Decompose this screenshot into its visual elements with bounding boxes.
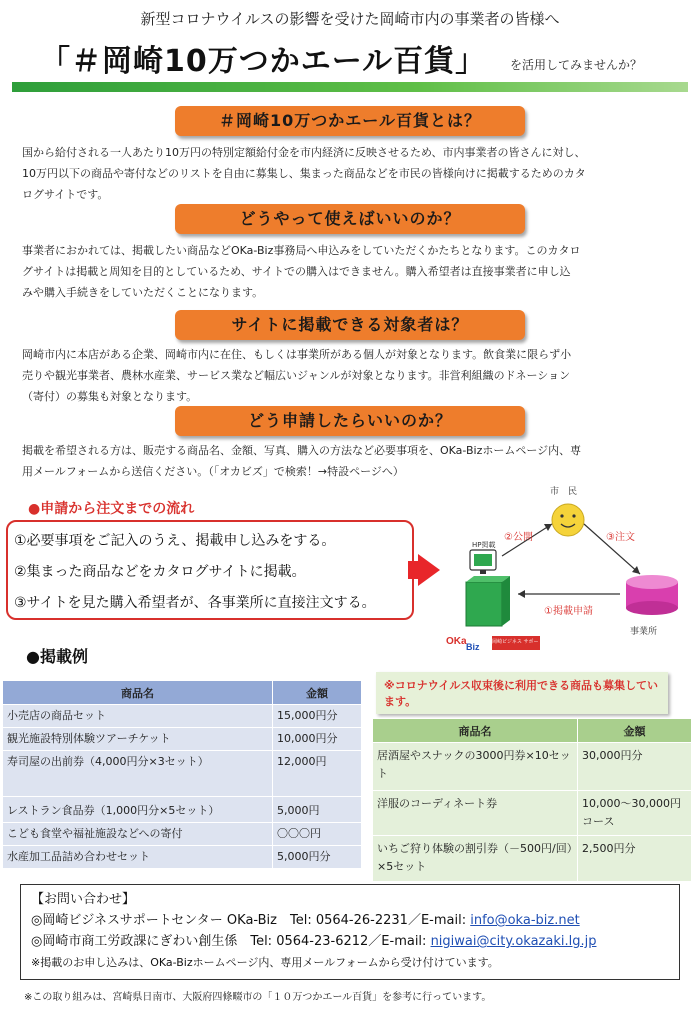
label-citizen: 市 民 [550, 487, 578, 497]
cell-price: 30,000円分 [578, 743, 692, 791]
contact-note: ※掲載のお申し込みは、OKa-Bizホームページ内、専用メールフォームから受け付けています。 [31, 956, 499, 969]
cell-item: レストラン食品券（1,000円分×5セット） [3, 797, 273, 823]
cell-price: 10,000～30,000円コース [578, 791, 692, 836]
cell-item: 居酒屋やスナックの3000円券×10セット [373, 743, 578, 791]
text-line: 事業者におかれては、掲載したい商品などOKa-Biz事務局へ申込みをしていただくかたちとなります。このカタロ [22, 244, 581, 257]
table-row [373, 836, 692, 882]
flow-steps-box [6, 520, 414, 620]
label-business: 事業所 [630, 627, 658, 637]
contact-box [20, 884, 680, 980]
table-row [3, 705, 362, 728]
cell-item: 洋服のコーディネート券 [373, 791, 578, 836]
label-publish: ②公開 [504, 532, 533, 543]
arrow-head-icon [544, 524, 552, 531]
email-link-okabiz[interactable]: info@oka-biz.net [470, 913, 580, 928]
title-row [40, 36, 690, 82]
text-line: 10万円以下の商品や寄付などのリストを自由に募集し、集まった商品などを市民の皆様向けに掲載するためのカタ [22, 167, 586, 180]
page-subtitle: を活用してみませんか？ [510, 58, 643, 72]
flow-diagram [440, 478, 690, 658]
text-line: みや購入手続きをしていただくことになります。 [22, 286, 264, 299]
flow-title: ●申請から注文までの流れ [28, 501, 195, 517]
cell-item: 寿司屋の出前券（4,000円分×3セット） [3, 751, 273, 797]
label-apply: ①掲載申請 [544, 606, 593, 617]
pretitle: 新型コロナウイルスの影響を受けた岡崎市内の事業者の皆様へ [140, 10, 560, 28]
section-heading-apply: どう申請したらいいのか？ [175, 406, 525, 436]
section-text-apply [22, 440, 678, 482]
logo-subtext: 岡崎ビジネス サポートセンター [492, 639, 564, 645]
table-row [373, 791, 692, 836]
text-line: ログサイトです。 [22, 188, 109, 201]
cell-item: こども食堂や福祉施設などへの寄付 [3, 823, 273, 846]
text-line: 掲載を希望される方は、販売する商品名、金額、写真、購入の方法など必要事項を、OKa-Bizホームページ内、専 [22, 444, 582, 457]
text-line: グサイトは掲載と周知を目的としているため、サイトでの購入はできません。購入希望者は直接事業者に申し込 [22, 265, 571, 278]
text-line: （寄付）の募集も対象となります。 [22, 390, 198, 403]
cell-item: 小売店の商品セット [3, 705, 273, 728]
cell-price: 12,000円 [273, 751, 362, 797]
page-title: 「＃岡崎10万つかエール百貨」 [40, 44, 487, 79]
footnote: ※この取り組みは、宮崎県日南市、大阪府四條畷市の「１０万つかエール百貨」を参考に行っています。 [24, 992, 492, 1003]
business-cylinder-icon [626, 575, 678, 615]
table-row [3, 751, 362, 797]
cell-item: 水産加工品詰め合わせセット [3, 846, 273, 869]
cell-item: いちご狩り体験の割引券（－500円/回）×5セット [373, 836, 578, 882]
contact-title: 【お問い合わせ】 [31, 892, 136, 907]
svg-text:OKa: OKa [446, 636, 467, 647]
text-line: 用メールフォームから送信ください。（「オカビズ」で検索！→特設ページへ） [22, 465, 404, 478]
section-heading-usage: どうやって使えばいいのか？ [175, 204, 525, 234]
text-line: 岡崎市内に本店がある企業、岡崎市内に在住、もしくは事業所がある個人が対象となります。飲食業に限らず小 [22, 348, 572, 361]
arrow-head-icon [518, 590, 525, 598]
examples-table-right [372, 718, 692, 882]
examples-title: ●掲載例 [26, 647, 88, 666]
column-header: 商品名 [373, 719, 578, 743]
table-row [3, 728, 362, 751]
green-divider [12, 82, 688, 92]
text-line: 売りや観光事業者、農林水産業、サービス業など幅広いジャンルが対象となります。非営利組織のドネーション [22, 369, 571, 382]
column-header: 金額 [273, 681, 362, 705]
table-header-row [3, 681, 362, 705]
cell-price: 10,000円分 [273, 728, 362, 751]
svg-text:Biz: Biz [466, 642, 480, 652]
section-text-usage [22, 240, 678, 303]
contact-text: ◎岡崎ビジネスサポートセンター OKa-Biz Tel: 0564-26-2231／E-mail: [31, 913, 471, 928]
smiley-face-icon [552, 504, 584, 536]
cell-price: 5,000円 [273, 797, 362, 823]
flow-step-1: ①必要事項をご記入のうえ、掲載申し込みをする。 [14, 533, 336, 549]
cell-price: 15,000円分 [273, 705, 362, 728]
contact-line-okabiz [31, 910, 669, 931]
table-header-row [373, 719, 692, 743]
oka-biz-center-icon [466, 550, 510, 626]
flow-step-2: ②集まった商品などをカタログサイトに掲載。 [14, 564, 306, 580]
label-order: ③注文 [606, 532, 635, 543]
email-link-city[interactable]: nigiwai@city.okazaki.lg.jp [430, 934, 597, 949]
text-line: 国から給付される一人あたり10万円の特別定額給付金を市内経済に反映させるため、市内事業者の皆さんに対し、 [22, 146, 586, 159]
cell-price: 2,500円分 [578, 836, 692, 882]
cell-item: 観光施設特別体験ツアーチケット [3, 728, 273, 751]
contact-text: ◎岡崎市商工労政課にぎわい創生係 Tel: 0564-23-6212／E-mail: [31, 934, 431, 949]
column-header: 商品名 [3, 681, 273, 705]
section-text-eligibility [22, 344, 678, 407]
table-row [3, 823, 362, 846]
table-row [3, 846, 362, 869]
covid-note: ※コロナウイルス収束後に利用できる商品も募集しています。 [376, 672, 668, 714]
arrow-right-icon [418, 554, 440, 586]
label-hp: HP掲載 [472, 541, 496, 549]
flow-step-3: ③サイトを見た購入希望者が、各事業所に直接注文する。 [14, 595, 376, 611]
section-heading-about: ＃岡崎10万つかエール百貨とは？ [175, 106, 525, 136]
section-heading-eligibility: サイトに掲載できる対象者は？ [175, 310, 525, 340]
examples-table-left [2, 680, 362, 869]
cell-price: 5,000円分 [273, 846, 362, 869]
section-text-about [22, 142, 678, 205]
table-row [373, 743, 692, 791]
contact-line-city [31, 931, 669, 952]
cell-price: 〇〇〇円 [273, 823, 362, 846]
table-row [3, 797, 362, 823]
column-header: 金額 [578, 719, 692, 743]
